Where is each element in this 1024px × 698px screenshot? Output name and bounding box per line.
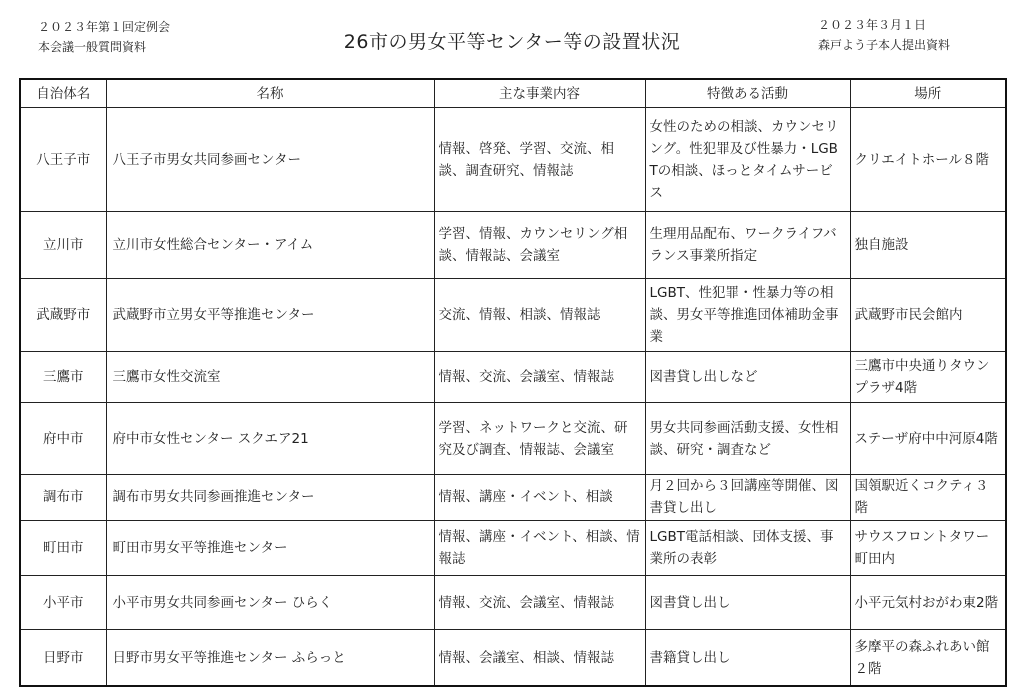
activities-cell: 書籍貸し出し: [645, 630, 850, 686]
location-cell: 多摩平の森ふれあい館２階: [850, 630, 1006, 686]
city-cell: 府中市: [20, 403, 106, 475]
name-cell: 府中市女性センター スクエア21: [106, 403, 434, 475]
activities-cell: 月２回から３回講座等開催、図書貸し出し: [645, 475, 850, 521]
name-cell: 町田市男女平等推進センター: [106, 520, 434, 576]
activities-cell: LGBT電話相談、団体支援、事業所の表彰: [645, 520, 850, 576]
column-header-business: 主な事業内容: [434, 79, 645, 108]
name-cell: 立川市女性総合センター・アイム: [106, 212, 434, 279]
city-cell: 日野市: [20, 630, 106, 686]
business-cell: 情報、会議室、相談、情報誌: [434, 630, 645, 686]
table-row: [20, 403, 1006, 475]
table-row: [20, 352, 1006, 403]
location-cell: 小平元気村おがわ東2階: [850, 576, 1006, 630]
activities-cell: 図書貸し出しなど: [645, 352, 850, 403]
city-cell: 小平市: [20, 576, 106, 630]
activities-cell: LGBT、性犯罪・性暴力等の相談、男女平等推進団体補助金事業: [645, 279, 850, 352]
name-cell: 三鷹市女性交流室: [106, 352, 434, 403]
location-cell: 武蔵野市民会館内: [850, 279, 1006, 352]
city-cell: 調布市: [20, 475, 106, 521]
activities-cell: 男女共同参画活動支援、女性相談、研究・調査など: [645, 403, 850, 475]
city-cell: 立川市: [20, 212, 106, 279]
activities-cell: 女性のための相談、カウンセリング。性犯罪及び性暴力・LGBTの相談、ほっとタイムサービス: [645, 108, 850, 212]
name-cell: 武蔵野市立男女平等推進センター: [106, 279, 434, 352]
centers-table: [19, 78, 1007, 687]
activities-cell: 生理用品配布、ワークライフバランス事業所指定: [645, 212, 850, 279]
column-header-activities: 特徴ある活動: [645, 79, 850, 108]
location-cell: サウスフロントタワー町田内: [850, 520, 1006, 576]
table-row: [20, 212, 1006, 279]
business-cell: 情報、交流、会議室、情報誌: [434, 576, 645, 630]
table-row: [20, 279, 1006, 352]
column-header-name: 名称: [106, 79, 434, 108]
business-cell: 情報、講座・イベント、相談: [434, 475, 645, 521]
table-header-row: [20, 79, 1006, 108]
table-row: [20, 630, 1006, 686]
name-cell: 八王子市男女共同参画センター: [106, 108, 434, 212]
column-header-city: 自治体名: [20, 79, 106, 108]
business-cell: 学習、情報、カウンセリング相談、情報誌、会議室: [434, 212, 645, 279]
location-cell: 独自施設: [850, 212, 1006, 279]
city-cell: 武蔵野市: [20, 279, 106, 352]
business-cell: 情報、啓発、学習、交流、相談、調査研究、情報誌: [434, 108, 645, 212]
table-row: [20, 475, 1006, 521]
business-cell: 学習、ネットワークと交流、研究及び調査、情報誌、会議室: [434, 403, 645, 475]
submitter-label: 森戸よう子本人提出資料: [818, 38, 951, 52]
table-row: [20, 576, 1006, 630]
session-label: ２０２３年第１回定例会: [38, 20, 171, 34]
name-cell: 日野市男女平等推進センター ふらっと: [106, 630, 434, 686]
location-cell: 三鷹市中央通りタウンプラザ4階: [850, 352, 1006, 403]
name-cell: 調布市男女共同参画推進センター: [106, 475, 434, 521]
location-cell: クリエイトホール８階: [850, 108, 1006, 212]
business-cell: 情報、講座・イベント、相談、情報誌: [434, 520, 645, 576]
table-row: [20, 520, 1006, 576]
column-header-location: 場所: [850, 79, 1006, 108]
city-cell: 三鷹市: [20, 352, 106, 403]
business-cell: 交流、情報、相談、情報誌: [434, 279, 645, 352]
activities-cell: 図書貸し出し: [645, 576, 850, 630]
header-right: [818, 15, 950, 55]
table-row: [20, 108, 1006, 212]
page-title: 26市の男女平等センター等の設置状況: [343, 31, 681, 53]
location-cell: 国領駅近くコクティ３階: [850, 475, 1006, 521]
name-cell: 小平市男女共同参画センター ひらく: [106, 576, 434, 630]
location-cell: ステーザ府中中河原4階: [850, 403, 1006, 475]
city-cell: 町田市: [20, 520, 106, 576]
city-cell: 八王子市: [20, 108, 106, 212]
date-label: ２０２３年３月１日: [818, 18, 927, 32]
material-label: 本会議一般質問資料: [38, 40, 147, 54]
business-cell: 情報、交流、会議室、情報誌: [434, 352, 645, 403]
